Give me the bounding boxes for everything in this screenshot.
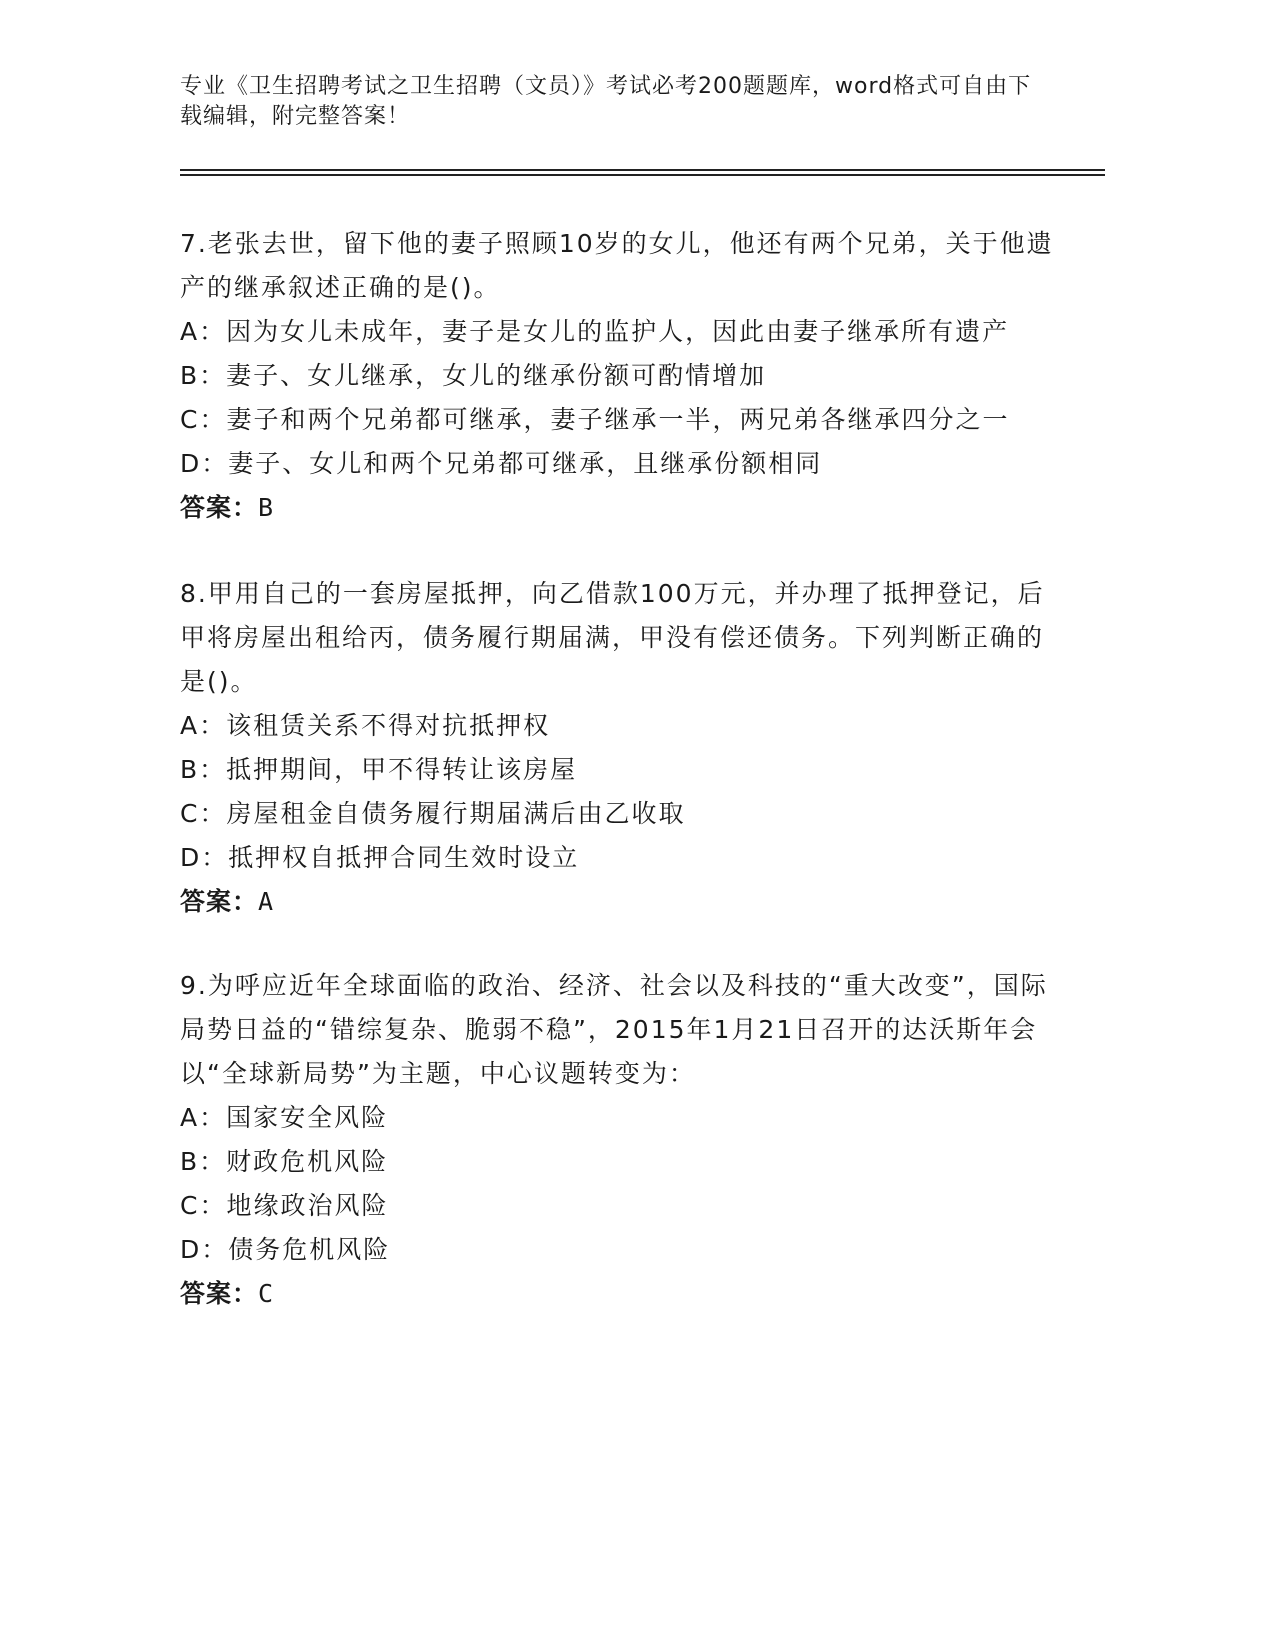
answer-line — [180, 880, 1060, 924]
option-a: A：该租赁关系不得对抗抵押权 — [180, 711, 551, 740]
option-d: D：妻子、女儿和两个兄弟都可继承，且继承份额相同 — [180, 449, 823, 478]
question-stem: 7.老张去世，留下他的妻子照顾10岁的女儿，他还有两个兄弟，关于他遗产的继承叙述正确的是()。 — [180, 229, 1054, 302]
option-c: C：地缘政治风险 — [180, 1191, 389, 1220]
answer-value: B — [258, 493, 275, 522]
question-9 — [180, 964, 1060, 1316]
question-8 — [180, 572, 1060, 924]
answer-label: 答案： — [180, 887, 259, 916]
header-divider-top — [180, 169, 1105, 171]
option-a: A：因为女儿未成年，妻子是女儿的监护人，因此由妻子继承所有遗产 — [180, 317, 1010, 346]
answer-value: C — [258, 1279, 275, 1308]
document-intro: 专业《卫生招聘考试之卫生招聘（文员）》考试必考200题题库，word格式可自由下载编辑，附完整答案！ — [180, 74, 1032, 129]
answer-label: 答案： — [180, 493, 259, 522]
answer-label: 答案： — [180, 1279, 259, 1308]
question-stem: 9.为呼应近年全球面临的政治、经济、社会以及科技的“重大改变”，国际局势日益的“错综复杂、脆弱不稳”，2015年1月21日召开的达沃斯年会以“全球新局势”为主题，中心议题转变为： — [180, 971, 1048, 1088]
answer-value: A — [258, 887, 275, 916]
option-b: B：妻子、女儿继承，女儿的继承份额可酌情增加 — [180, 361, 767, 390]
question-7 — [180, 222, 1060, 530]
option-c: C：妻子和两个兄弟都可继承，妻子继承一半，两兄弟各继承四分之一 — [180, 405, 1010, 434]
option-d: D：债务危机风险 — [180, 1235, 391, 1264]
option-c: C：房屋租金自债务履行期届满后由乙收取 — [180, 799, 686, 828]
question-stem: 8.甲用自己的一套房屋抵押，向乙借款100万元，并办理了抵押登记，后甲将房屋出租给丙，债务履行期届满，甲没有偿还债务。下列判断正确的是()。 — [180, 579, 1045, 696]
answer-line — [180, 1272, 1060, 1316]
option-d: D：抵押权自抵押合同生效时设立 — [180, 843, 580, 872]
header-divider-bottom — [180, 174, 1105, 176]
option-a: A：国家安全风险 — [180, 1103, 389, 1132]
option-b: B：财政危机风险 — [180, 1147, 389, 1176]
answer-line — [180, 486, 1060, 530]
option-b: B：抵押期间，甲不得转让该房屋 — [180, 755, 578, 784]
